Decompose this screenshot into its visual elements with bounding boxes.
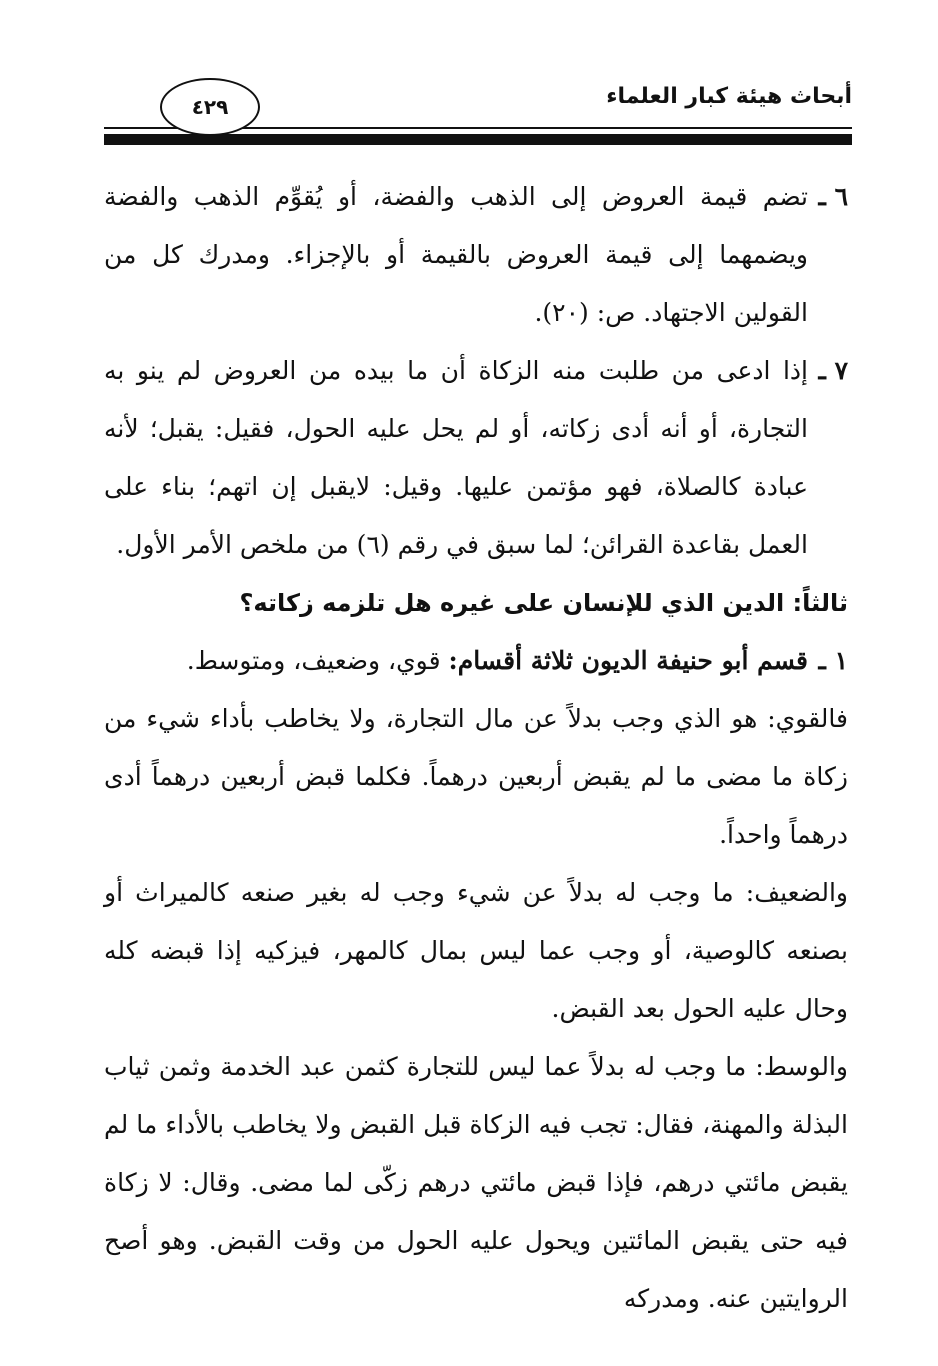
paragraph-middle-debt: والوسط: ما وجب له بدلاً عما ليس للتجارة كثمن عبد الخدمة وثمن ثياب البذلة والمهنة، فقال: تجب فيه الزكاة قبل القبض ولا يخاطب بالأداء ما لم يقبض مائتي درهم، فإذا قبض مائتي درهم زكّى لما مضى. وقال: لا زكاة فيه حتى يقبض المائتين ويحول عليه الحول من وقت القبض. وهو أصح الروايتين عنه. ومدركه bbox=[104, 1052, 848, 1313]
list-item-7 bbox=[104, 342, 848, 574]
page-body bbox=[104, 168, 848, 1328]
item-text: تضم قيمة العروض إلى الذهب والفضة، أو يُقوِّم الذهب والفضة ويضمهما إلى قيمة العروض بالقيمة أو بالإجزاء. ومدرك كل من القولين الاجتهاد. ص: (٢٠). bbox=[104, 182, 808, 327]
item-text: إذا ادعى من طلبت منه الزكاة أن ما بيده من العروض لم ينو به التجارة، أو أنه أدى زكاته، أو لم يحل عليه الحول، فقيل: يقبل؛ لأنه عبادة كالصلاة، فهو مؤتمن عليها. وقيل: لايقبل إن اتهم؛ بناء على العمل بقاعدة القرائن؛ لما سبق في رقم (٦) من ملخص الأمر الأول. bbox=[104, 356, 808, 559]
item-text: قوي، وضعيف، ومتوسط. bbox=[186, 646, 449, 675]
paragraph-strong-debt: فالقوي: هو الذي وجب بدلاً عن مال التجارة، ولا يخاطب بأداء شيء من زكاة ما مضى ما لم يقبض أربعين درهماً. فكلما قبض أربعين درهماً أدى درهماً واحداً. bbox=[104, 704, 848, 849]
item-lead: قسم أبو حنيفة الديون ثلاثة أقسام: bbox=[448, 646, 808, 675]
section-heading: ثالثاً: الدين الذي للإنسان على غيره هل تلزمه زكاته؟ bbox=[239, 589, 848, 617]
page-number: ٤٢٩ bbox=[160, 78, 260, 136]
list-item-1 bbox=[104, 632, 848, 690]
item-number: ١ ـ bbox=[818, 646, 848, 675]
running-title: أبحاث هيئة كبار العلماء bbox=[606, 84, 852, 109]
list-item-6 bbox=[104, 168, 848, 342]
paragraph-weak-debt: والضعيف: ما وجب له بدلاً عن شيء وجب له بغير صنعه كالميراث أو بصنعه كالوصية، أو وجب عما ليس بمال كالمهر، فيزكيه إذا قبضه كله وحال عليه الحول بعد القبض. bbox=[104, 878, 848, 1023]
item-number: ٧ ـ bbox=[818, 356, 848, 385]
item-number: ٦ ـ bbox=[818, 182, 848, 211]
